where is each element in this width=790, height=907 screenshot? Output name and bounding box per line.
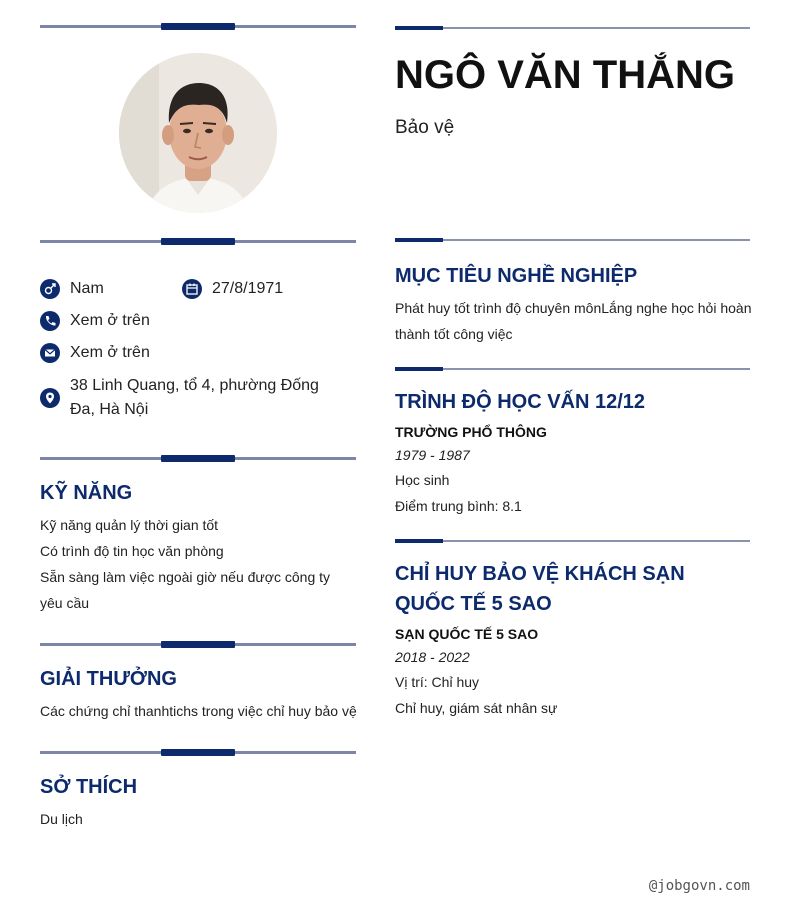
phone-value: Xem ở trên xyxy=(70,312,150,329)
address-value: 38 Linh Quang, tổ 4, phường Đống Đa, Hà Nội xyxy=(70,377,319,418)
gender-row xyxy=(40,277,104,301)
education-period: 1979 - 1987 xyxy=(395,447,470,463)
right-top-divider xyxy=(395,27,750,29)
birthdate-value: 27/8/1971 xyxy=(212,280,284,297)
experience-period: 2018 - 2022 xyxy=(395,649,470,665)
email-value: Xem ở trên xyxy=(70,344,150,361)
location-pin-icon xyxy=(40,388,60,408)
education-school: TRƯỜNG PHỔ THÔNG xyxy=(395,424,547,440)
phone-icon xyxy=(40,311,60,331)
skills-list xyxy=(40,512,356,616)
gender-value: Nam xyxy=(70,280,104,297)
education-role: Học sinh xyxy=(395,472,450,488)
gender-icon xyxy=(40,279,60,299)
hobbies-divider xyxy=(40,751,356,754)
left-info-divider xyxy=(40,240,356,243)
avatar-photo xyxy=(119,53,277,213)
awards-title: GIẢI THƯỞNG xyxy=(40,668,177,690)
left-top-divider xyxy=(40,25,356,28)
address-row xyxy=(40,373,340,423)
objective-text: Phát huy tốt trình độ chuyên mônLắng nghe học hỏi hoàn thành tốt công việc xyxy=(395,300,752,342)
email-row xyxy=(40,341,150,365)
avatar xyxy=(119,53,277,213)
hobbies-title: SỞ THÍCH xyxy=(40,776,138,798)
skills-title: KỸ NĂNG xyxy=(40,482,133,504)
objective-divider xyxy=(395,239,750,241)
watermark: @jobgovn.com xyxy=(648,878,750,894)
experience-position: Vị trí: Chỉ huy xyxy=(395,674,480,690)
awards-text: Các chứng chỉ thanhtichs trong việc chỉ huy bảo vệ xyxy=(40,703,357,719)
experience-title: CHỈ HUY BẢO VỆ KHÁCH SẠN QUỐC TẾ 5 SAO xyxy=(395,563,685,615)
phone-row xyxy=(40,309,150,333)
education-divider xyxy=(395,368,750,370)
skill-item: Kỹ năng quản lý thời gian tốt xyxy=(40,517,219,533)
education-title: TRÌNH ĐỘ HỌC VẤN 12/12 xyxy=(395,391,646,413)
job-title: Bảo vệ xyxy=(395,117,455,138)
candidate-name: NGÔ VĂN THẮNG xyxy=(395,53,735,97)
mail-icon xyxy=(40,343,60,363)
calendar-icon xyxy=(182,279,202,299)
hobbies-text: Du lịch xyxy=(40,811,83,827)
skill-item: Sẵn sàng làm việc ngoài giờ nếu được công ty yêu cầu xyxy=(40,569,331,611)
awards-divider xyxy=(40,643,356,646)
experience-company: SẠN QUỐC TẾ 5 SAO xyxy=(395,626,539,642)
birthdate-row xyxy=(182,277,283,301)
skill-item: Có trình độ tin học văn phòng xyxy=(40,543,224,559)
objective-title: MỤC TIÊU NGHỀ NGHIỆP xyxy=(395,265,638,287)
skills-divider xyxy=(40,457,356,460)
education-grade: Điểm trung bình: 8.1 xyxy=(395,498,522,514)
experience-description: Chỉ huy, giám sát nhân sự xyxy=(395,700,558,716)
experience-divider xyxy=(395,540,750,542)
